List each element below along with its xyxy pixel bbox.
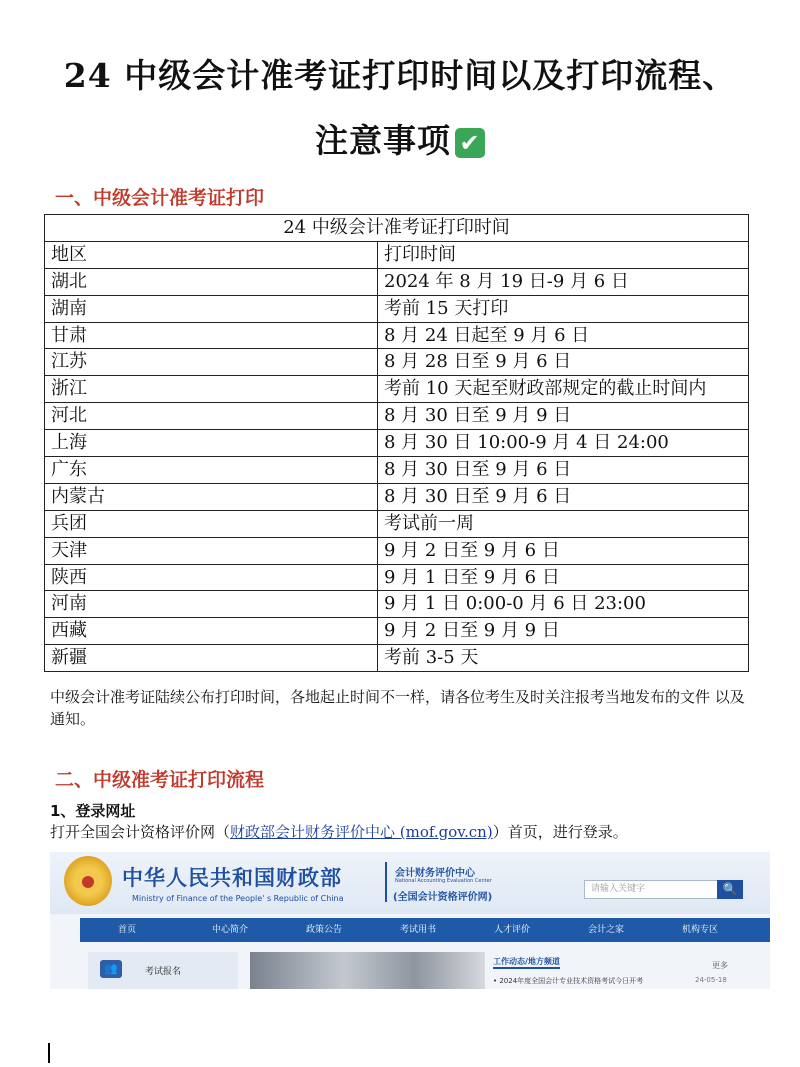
print-time-cell: 9 月 1 日 0:00-0 月 6 日 23:00 [378, 591, 749, 618]
region-cell: 甘肃 [45, 322, 378, 349]
print-time-table [44, 214, 749, 672]
page-title-line1: 24 中级会计准考证打印时间以及打印流程、 [63, 56, 737, 95]
table-note: 中级会计准考证陆续公布打印时间，各地起止时间不一样，请各位考生及时关注报考当地发布的文件 以及通知。 [50, 688, 745, 728]
table-row [45, 430, 749, 457]
mof-link[interactable]: 财政部会计财务评价中心 (mof.gov.cn) [230, 823, 493, 841]
table-row [45, 322, 749, 349]
table-row [45, 483, 749, 510]
print-time-cell: 考前 15 天打印 [378, 295, 749, 322]
page-title-line2 [0, 115, 800, 162]
nav-talent[interactable]: 人才评价 [494, 925, 531, 935]
region-cell: 兵团 [45, 510, 378, 537]
print-time-cell: 考试前一周 [378, 510, 749, 537]
table-caption-row [45, 215, 749, 242]
login-instruction [50, 821, 628, 842]
site-search-input[interactable]: 请输入关键字 [584, 880, 722, 899]
table-row [45, 295, 749, 322]
print-time-cell: 8 月 30 日至 9 月 6 日 [378, 457, 749, 484]
header-region: 地区 [45, 241, 378, 268]
print-time-cell: 考前 10 天起至财政部规定的截止时间内 [378, 376, 749, 403]
news-section-title[interactable]: 工作动态/地方频道 [493, 956, 560, 969]
table-row [45, 403, 749, 430]
section1-heading: 一、中级会计准考证打印 [55, 187, 265, 209]
header-print-time: 打印时间 [378, 241, 749, 268]
region-cell: 浙江 [45, 376, 378, 403]
header-divider [385, 862, 387, 902]
nav-home[interactable]: 首页 [118, 925, 137, 935]
region-cell: 湖北 [45, 268, 378, 295]
center-subname: (全国会计资格评价网) [393, 892, 493, 903]
table-row [45, 618, 749, 645]
site-nav [80, 918, 770, 942]
website-screenshot [50, 852, 770, 989]
intro-prefix: 打开全国会计资格评价网（ [50, 823, 231, 841]
nav-books[interactable]: 考试用书 [400, 925, 437, 935]
region-cell: 上海 [45, 430, 378, 457]
news-item[interactable]: • 2024年度全国会计专业技术资格考试今日开考 [493, 977, 644, 985]
more-link[interactable]: 更多 [712, 961, 728, 970]
region-cell: 广东 [45, 457, 378, 484]
step1-title: 1、登录网址 [50, 802, 136, 820]
region-cell: 湖南 [45, 295, 378, 322]
intro-suffix: ）首页，进行登录。 [492, 823, 628, 841]
table-row [45, 564, 749, 591]
print-time-cell: 8 月 30 日 10:00-9 月 4 日 24:00 [378, 430, 749, 457]
check-mark-icon: ✔ [455, 128, 485, 158]
nav-policy[interactable]: 政策公告 [306, 925, 343, 935]
print-time-cell: 8 月 24 日起至 9 月 6 日 [378, 322, 749, 349]
ministry-name: 中华人民共和国财政部 [122, 865, 342, 890]
table-row [45, 645, 749, 672]
text-cursor-mark [48, 1043, 50, 1063]
region-cell: 新疆 [45, 645, 378, 672]
print-time-cell: 8 月 30 日至 9 月 9 日 [378, 403, 749, 430]
region-cell: 江苏 [45, 349, 378, 376]
print-time-cell: 8 月 30 日至 9 月 6 日 [378, 483, 749, 510]
region-cell: 天津 [45, 537, 378, 564]
region-cell: 陕西 [45, 564, 378, 591]
print-time-cell: 9 月 1 日至 9 月 6 日 [378, 564, 749, 591]
nav-institutions[interactable]: 机构专区 [682, 925, 719, 935]
table-caption: 24 中级会计准考证打印时间 [45, 215, 749, 242]
table-header-row [45, 241, 749, 268]
table-row [45, 457, 749, 484]
exam-registration-label[interactable]: 考试报名 [145, 967, 182, 977]
region-cell: 河北 [45, 403, 378, 430]
table-row [45, 349, 749, 376]
print-time-cell: 考前 3-5 天 [378, 645, 749, 672]
print-time-cell: 9 月 2 日至 9 月 6 日 [378, 537, 749, 564]
section2-heading: 二、中级准考证打印流程 [55, 769, 265, 791]
table-row [45, 537, 749, 564]
region-cell: 河南 [45, 591, 378, 618]
region-cell: 西藏 [45, 618, 378, 645]
page-title-text: 注意事项 [315, 121, 451, 160]
table-row [45, 591, 749, 618]
table-row [45, 510, 749, 537]
print-time-cell: 2024 年 8 月 19 日-9 月 6 日 [378, 268, 749, 295]
news-date: 24-05-18 [695, 976, 727, 984]
ministry-name-en: Ministry of Finance of the People' s Republic of China [132, 894, 344, 903]
banner-photo [250, 952, 485, 989]
print-time-cell: 9 月 2 日至 9 月 9 日 [378, 618, 749, 645]
region-cell: 内蒙古 [45, 483, 378, 510]
national-emblem-icon [64, 856, 112, 906]
table-row [45, 268, 749, 295]
center-name-en: National Accounting Evaluation Center [395, 878, 492, 884]
table-row [45, 376, 749, 403]
nav-about[interactable]: 中心简介 [212, 925, 249, 935]
nav-home-accounting[interactable]: 会计之家 [588, 925, 625, 935]
print-time-cell: 8 月 28 日至 9 月 6 日 [378, 349, 749, 376]
center-name: 会计财务评价中心 [395, 868, 475, 879]
users-icon: 👥 [100, 960, 122, 978]
search-icon[interactable]: 🔍 [717, 880, 743, 899]
